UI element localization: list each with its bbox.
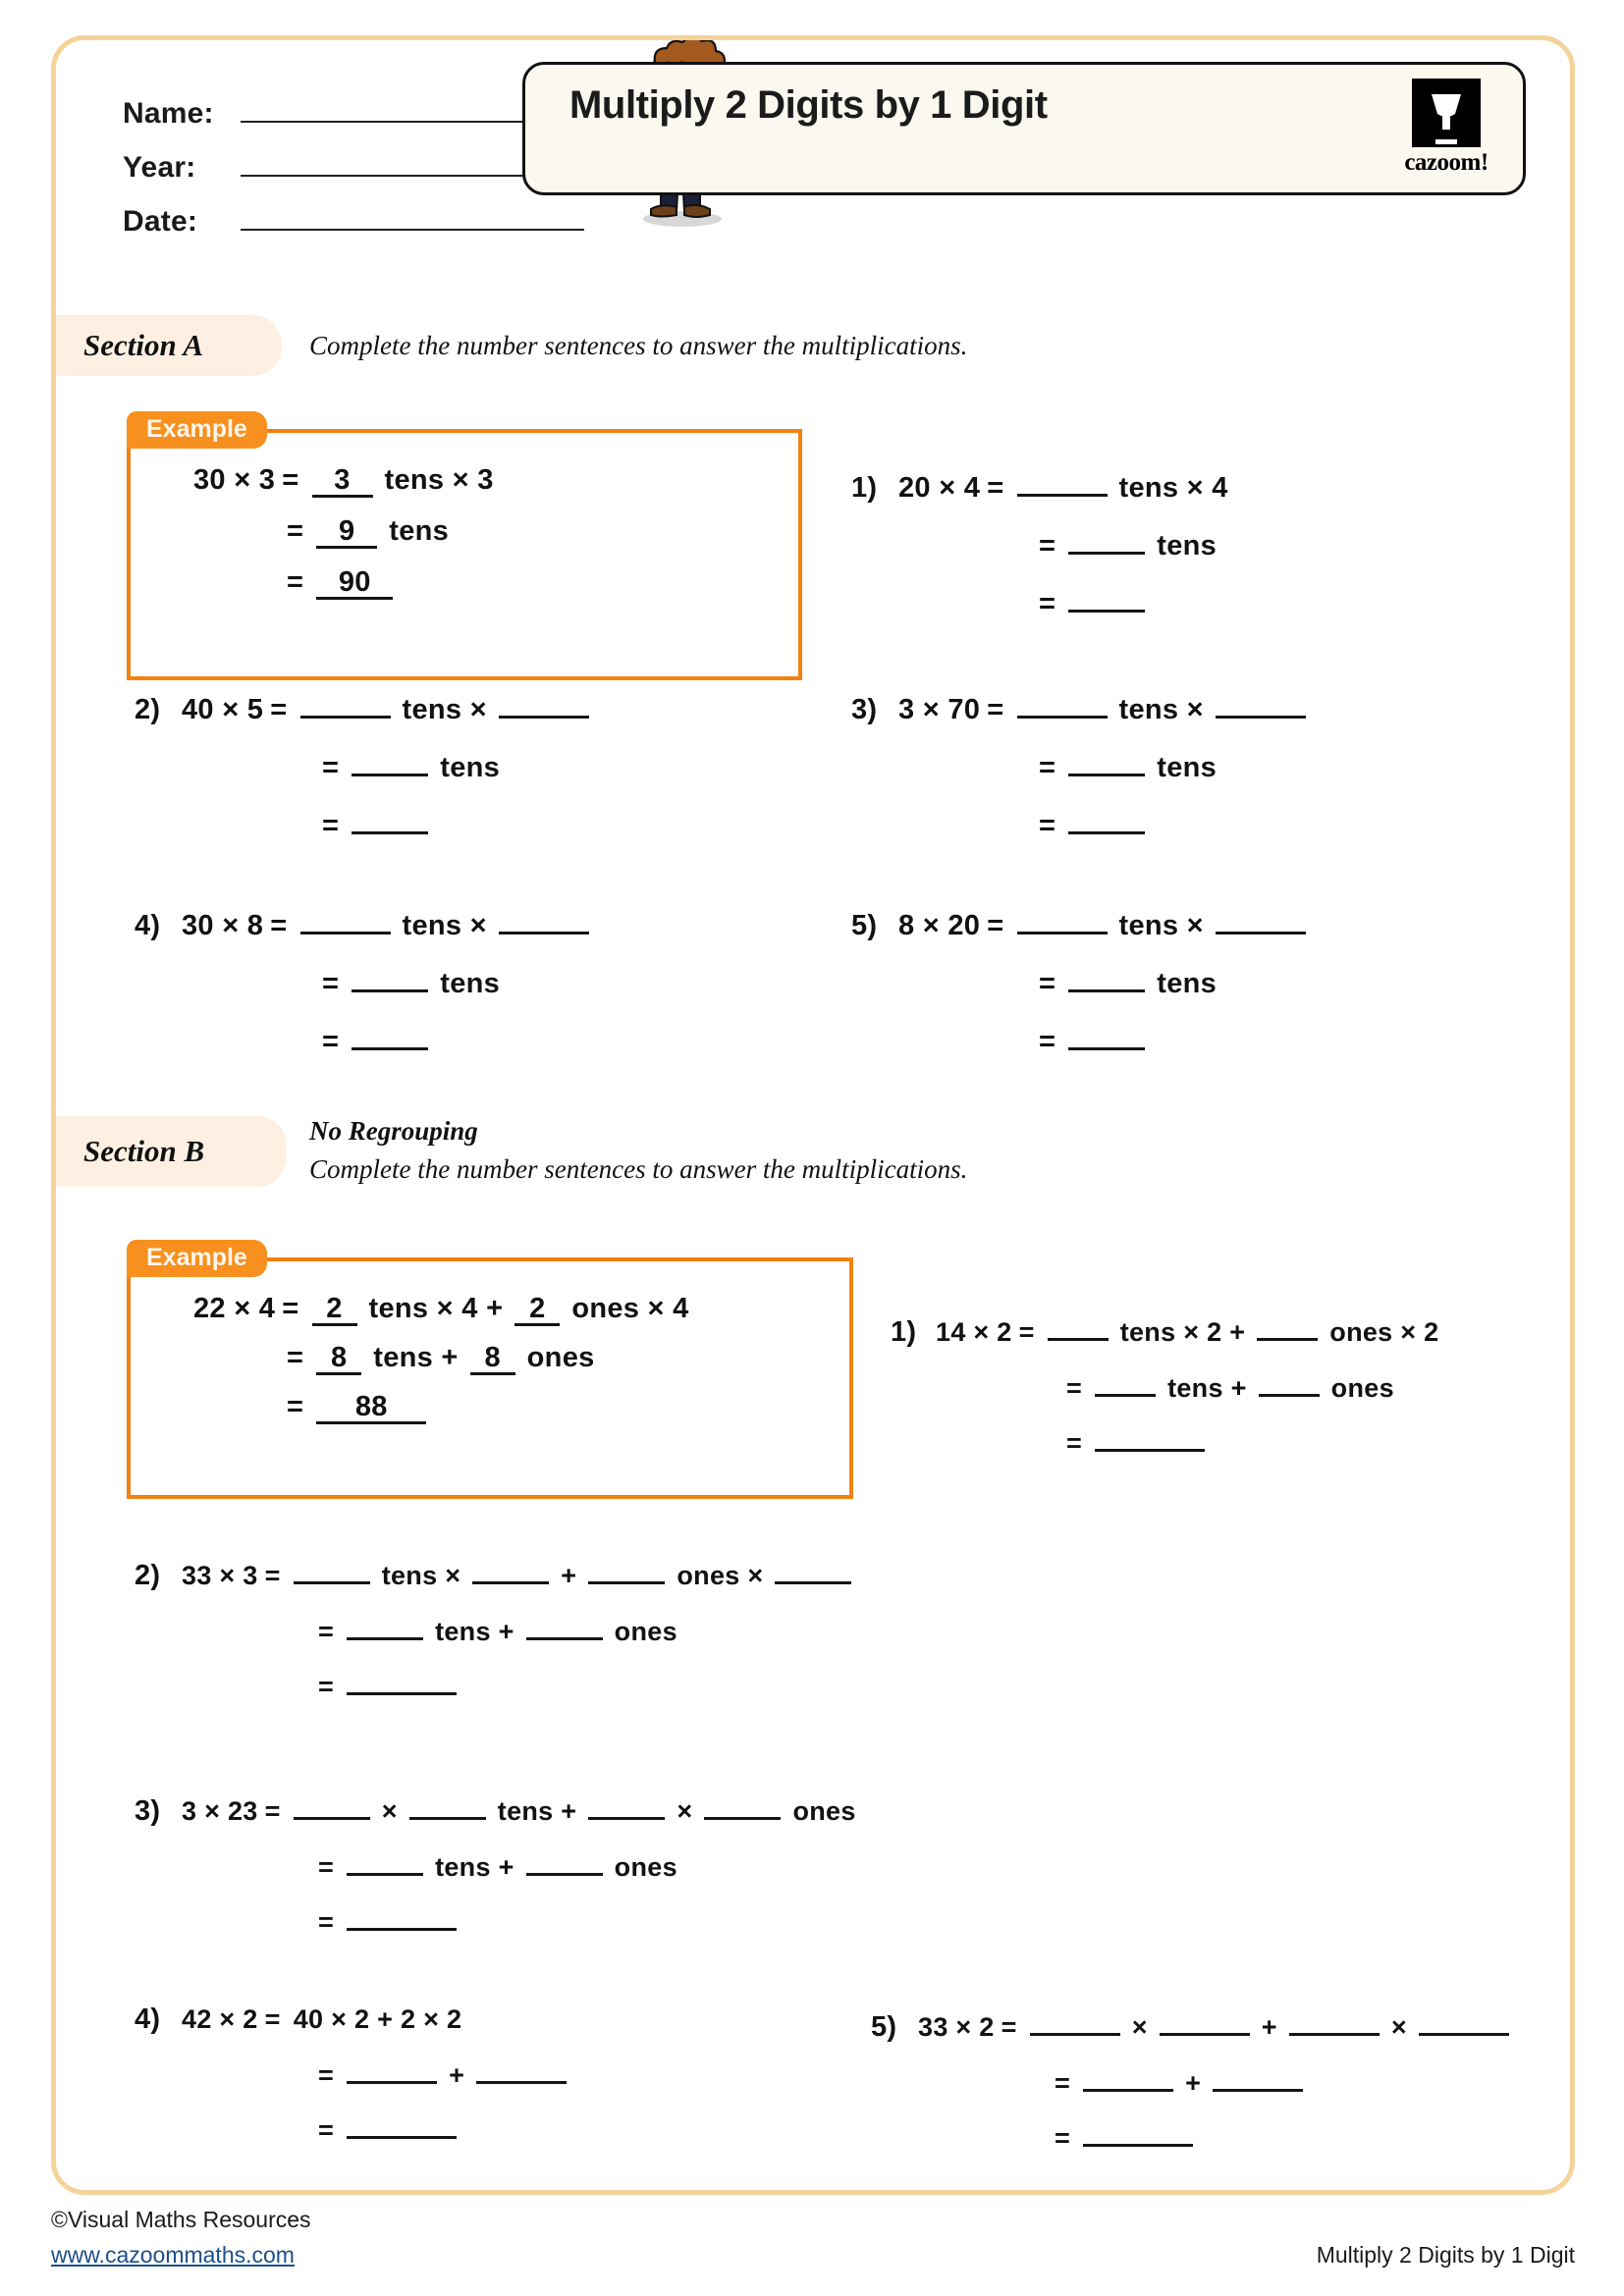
unit-text: tens +: [435, 1852, 514, 1882]
unit-text: tens +: [1167, 1373, 1247, 1403]
unit-text: tens: [1157, 968, 1218, 999]
section-a-tag: Section A: [83, 328, 204, 362]
answer-blank[interactable]: [347, 2052, 437, 2084]
answer-blank[interactable]: [1068, 522, 1145, 555]
answer-blank[interactable]: [1017, 902, 1108, 934]
equals-sign: =: [287, 566, 304, 598]
equals-sign: =: [1039, 588, 1056, 619]
answer-blank[interactable]: [1419, 2003, 1509, 2036]
question-row-1: [891, 1308, 1445, 1349]
example-unit-text: tens: [389, 515, 450, 547]
question-row-2: [1032, 522, 1234, 562]
section-b-band: [56, 1116, 287, 1187]
question-row-3: [315, 802, 595, 842]
equals-sign: =: [1066, 1428, 1083, 1458]
answer-blank[interactable]: [526, 1843, 603, 1876]
answer-blank[interactable]: [352, 744, 428, 776]
unit-text: ones ×: [677, 1561, 764, 1590]
answer-blank[interactable]: [347, 1898, 457, 1931]
example-row-3: [280, 1391, 695, 1424]
unit-text: tens × 4: [1118, 472, 1228, 504]
equals-sign: =: [322, 1026, 340, 1057]
answer-blank[interactable]: [294, 1552, 370, 1584]
answer-blank[interactable]: [775, 1552, 851, 1584]
question-row-3: [311, 1663, 857, 1702]
question-row-1: [135, 1552, 857, 1592]
equals-sign: =: [987, 694, 1004, 725]
example-answer-blank: 9: [316, 516, 377, 549]
times-sign: ×: [677, 1796, 693, 1826]
question-row-3: [315, 1018, 595, 1058]
question-number: 2): [135, 694, 161, 725]
unit-text: tens +: [497, 1796, 577, 1826]
unit-text: ones: [614, 1617, 677, 1646]
question-number: 4): [135, 2003, 161, 2035]
section-b-instruction: Complete the number sentences to answer the multiplications.: [309, 1154, 968, 1184]
question-expression: 14 × 2: [936, 1317, 1012, 1347]
unit-text: ones × 2: [1329, 1317, 1439, 1347]
answer-blank[interactable]: [300, 902, 391, 934]
copyright-text: ©Visual Maths Resources: [51, 2207, 311, 2232]
equals-sign: =: [1018, 1317, 1035, 1347]
answer-blank[interactable]: [1030, 2003, 1120, 2036]
answer-blank[interactable]: [347, 1608, 423, 1640]
plus-sign: +: [1185, 2068, 1202, 2098]
answer-blank[interactable]: [499, 902, 589, 934]
plus-sign: +: [1261, 2012, 1277, 2042]
equals-sign: =: [1039, 530, 1056, 561]
unit-text: ones: [792, 1796, 856, 1826]
unit-text: tens: [1157, 752, 1218, 783]
answer-blank[interactable]: [1289, 2003, 1380, 2036]
equals-sign: =: [270, 694, 288, 725]
answer-blank[interactable]: [476, 2052, 567, 2084]
example-answer-blank: 8: [470, 1343, 515, 1375]
cazoom-logo: [1399, 79, 1493, 177]
example-row-2: [280, 515, 500, 549]
answer-blank[interactable]: [1083, 2059, 1173, 2092]
equals-sign: =: [287, 515, 304, 547]
answer-blank[interactable]: [1068, 1018, 1145, 1050]
answer-blank[interactable]: [1160, 2003, 1250, 2036]
answer-blank[interactable]: [1216, 686, 1306, 719]
question-row-2: [315, 744, 595, 784]
answer-blank[interactable]: [409, 1788, 486, 1820]
answer-blank[interactable]: [1068, 580, 1145, 613]
answer-blank[interactable]: [347, 1663, 457, 1695]
question-number: 3): [851, 694, 878, 725]
equals-sign: =: [318, 1907, 335, 1937]
title-card: [522, 62, 1526, 195]
question-row-3: [311, 2107, 572, 2146]
section-b-example-tab: Example: [127, 1240, 267, 1277]
example-unit-text: tens × 3: [384, 464, 494, 496]
footer-worksheet-title: Multiply 2 Digits by 1 Digit: [1316, 2242, 1575, 2268]
equals-sign: =: [987, 472, 1004, 504]
given-decomposition: 40 × 2 + 2 × 2: [293, 2004, 462, 2034]
equals-sign: =: [1001, 2012, 1017, 2042]
example-row-1: [193, 464, 500, 498]
date-input-line[interactable]: [241, 228, 584, 231]
worksheet-header: [56, 40, 1580, 286]
equals-sign: =: [264, 1796, 281, 1826]
question-row-2: [311, 2052, 572, 2091]
date-field-row: [123, 205, 584, 239]
question-expression: 42 × 2: [182, 2004, 258, 2034]
question-row-1: [135, 1788, 862, 1828]
answer-blank[interactable]: [1259, 1364, 1320, 1397]
question-b-2: [135, 1552, 857, 1702]
equals-sign: =: [287, 1391, 304, 1422]
question-row-1: [135, 686, 595, 726]
example-answer-blank: 88: [316, 1392, 426, 1424]
plus-sign: +: [449, 2060, 465, 2090]
question-number: 5): [871, 2011, 897, 2043]
question-row-3: [1048, 2114, 1515, 2154]
answer-blank[interactable]: [352, 960, 428, 992]
times-sign: ×: [1131, 2012, 1148, 2042]
answer-blank[interactable]: [526, 1608, 603, 1640]
answer-blank[interactable]: [300, 686, 391, 719]
cazoom-wordmark: cazoom!: [1404, 149, 1489, 176]
section-a-example-tab: Example: [127, 411, 267, 449]
unit-text: ones: [1330, 1373, 1394, 1403]
cazoom-goblet-icon: [1412, 79, 1481, 147]
answer-blank[interactable]: [1213, 2059, 1303, 2092]
question-row-2: [315, 960, 595, 1000]
question-number: 5): [851, 910, 878, 941]
example-expression: 22 × 4: [193, 1293, 276, 1324]
equals-sign: =: [1066, 1373, 1083, 1403]
equals-sign: =: [987, 910, 1004, 941]
example-row-3: [280, 566, 500, 600]
equals-sign: =: [1039, 752, 1056, 783]
question-expression: 33 × 3: [182, 1561, 258, 1590]
question-a-5: [851, 902, 1312, 1058]
question-expression: 8 × 20: [898, 910, 981, 941]
example-answer-blank: 8: [316, 1343, 361, 1375]
answer-blank[interactable]: [352, 1018, 428, 1050]
equals-sign: =: [270, 910, 288, 941]
times-sign: ×: [381, 1796, 398, 1826]
equals-sign: =: [282, 464, 299, 496]
year-label: Year:: [123, 151, 196, 184]
question-b-4: [135, 2003, 572, 2146]
unit-text: tens ×: [1118, 694, 1204, 725]
equals-sign: =: [1039, 1026, 1056, 1057]
question-row-1: [851, 464, 1234, 505]
answer-blank[interactable]: [1017, 464, 1108, 497]
equals-sign: =: [287, 1342, 304, 1373]
equals-sign: =: [318, 2115, 335, 2145]
section-a-instruction: Complete the number sentences to answer the multiplications.: [309, 331, 968, 360]
question-a-4: [135, 902, 595, 1058]
example-unit-text: ones: [526, 1342, 595, 1373]
question-row-2: [311, 1608, 857, 1647]
question-b-1: [891, 1308, 1445, 1459]
equals-sign: =: [318, 1617, 335, 1646]
unit-text: tens: [440, 752, 501, 783]
answer-blank[interactable]: [1068, 802, 1145, 834]
unit-text: tens ×: [402, 910, 487, 941]
times-sign: ×: [1390, 2012, 1407, 2042]
example-answer-blank: 90: [316, 567, 393, 600]
answer-blank[interactable]: [1068, 744, 1145, 776]
answer-blank[interactable]: [1068, 960, 1145, 992]
equals-sign: =: [264, 2004, 281, 2034]
question-a-2: [135, 686, 595, 842]
example-unit-text: ones × 4: [571, 1293, 689, 1324]
question-row-2: [1032, 744, 1312, 784]
question-number: 2): [135, 1560, 161, 1591]
question-number: 3): [135, 1795, 161, 1827]
section-a-band: [56, 315, 282, 376]
answer-blank[interactable]: [1257, 1308, 1318, 1341]
question-row-3: [1032, 1018, 1312, 1058]
answer-blank[interactable]: [704, 1788, 781, 1820]
equals-sign: =: [318, 1852, 335, 1882]
unit-text: tens: [1157, 530, 1218, 561]
question-a-3: [851, 686, 1312, 842]
answer-blank[interactable]: [472, 1552, 549, 1584]
question-number: 4): [135, 910, 161, 941]
question-row-2: [1032, 960, 1312, 1000]
equals-sign: =: [318, 2060, 335, 2090]
question-number: 1): [891, 1316, 917, 1348]
question-row-1: [851, 902, 1312, 942]
question-b-3: [135, 1788, 862, 1938]
date-label: Date:: [123, 205, 198, 238]
equals-sign: =: [1039, 968, 1056, 999]
unit-text: tens ×: [1118, 910, 1204, 941]
answer-blank[interactable]: [499, 686, 589, 719]
equals-sign: =: [322, 968, 340, 999]
question-row-1: [851, 686, 1312, 726]
question-row-2: [311, 1843, 862, 1883]
answer-blank[interactable]: [1095, 1364, 1156, 1397]
answer-blank[interactable]: [1083, 2114, 1193, 2147]
equals-sign: =: [322, 752, 340, 783]
unit-text: tens × 2 +: [1119, 1317, 1246, 1347]
answer-blank[interactable]: [1048, 1308, 1109, 1341]
question-number: 1): [851, 472, 878, 504]
answer-blank[interactable]: [1095, 1419, 1205, 1452]
equals-sign: =: [282, 1293, 299, 1324]
answer-blank[interactable]: [1216, 902, 1306, 934]
worksheet-footer: [51, 2207, 1575, 2295]
section-b-example: [193, 1293, 695, 1424]
answer-blank[interactable]: [347, 2107, 457, 2139]
section-b-subheading: No Regrouping: [309, 1116, 478, 1146]
question-expression: 40 × 5: [182, 694, 264, 725]
page-title: Multiply 2 Digits by 1 Digit: [569, 83, 1048, 127]
name-label: Name:: [123, 97, 214, 130]
equals-sign: =: [1055, 2068, 1071, 2098]
unit-text: ones: [614, 1852, 677, 1882]
question-row-3: [1032, 802, 1312, 842]
question-a-1: [851, 464, 1234, 620]
name-field-row: [123, 97, 584, 131]
question-row-3: [311, 1898, 862, 1938]
website-link[interactable]: www.cazoommaths.com: [51, 2242, 295, 2268]
section-b-tag: Section B: [83, 1134, 205, 1168]
equals-sign: =: [1039, 810, 1056, 841]
answer-blank[interactable]: [588, 1552, 665, 1584]
answer-blank[interactable]: [347, 1843, 423, 1876]
answer-blank[interactable]: [1017, 686, 1108, 719]
unit-text: tens +: [435, 1617, 514, 1646]
example-unit-text: tens × 4 +: [368, 1293, 504, 1324]
unit-text: tens: [440, 968, 501, 999]
answer-blank[interactable]: [588, 1788, 665, 1820]
question-row-3: [1059, 1419, 1445, 1459]
question-expression: 3 × 23: [182, 1796, 258, 1826]
question-row-1: [135, 902, 595, 942]
question-b-5: [871, 2003, 1515, 2154]
unit-text: tens ×: [402, 694, 487, 725]
example-row-1: [193, 1293, 695, 1326]
question-row-2: [1059, 1364, 1445, 1404]
question-row-1: [871, 2003, 1515, 2044]
plus-sign: +: [561, 1561, 577, 1590]
unit-text: tens ×: [381, 1561, 461, 1590]
example-expression: 30 × 3: [193, 464, 276, 496]
example-unit-text: tens +: [373, 1342, 459, 1373]
equals-sign: =: [264, 1561, 281, 1590]
equals-sign: =: [1055, 2123, 1071, 2153]
question-expression: 3 × 70: [898, 694, 981, 725]
example-answer-blank: 2: [312, 1294, 357, 1326]
question-expression: 33 × 2: [918, 2012, 995, 2042]
question-row-2: [1048, 2059, 1515, 2099]
question-row-1: [135, 2003, 572, 2036]
worksheet-page: [51, 35, 1575, 2195]
question-expression: 20 × 4: [898, 472, 981, 504]
question-row-3: [1032, 580, 1234, 620]
year-field-row: [123, 151, 584, 185]
answer-blank[interactable]: [294, 1788, 370, 1820]
example-answer-blank: 3: [312, 465, 373, 498]
section-a-example: [193, 464, 500, 600]
example-row-2: [280, 1342, 695, 1375]
equals-sign: =: [322, 810, 340, 841]
example-answer-blank: 2: [514, 1294, 560, 1326]
answer-blank[interactable]: [352, 802, 428, 834]
equals-sign: =: [318, 1672, 335, 1701]
question-expression: 30 × 8: [182, 910, 264, 941]
